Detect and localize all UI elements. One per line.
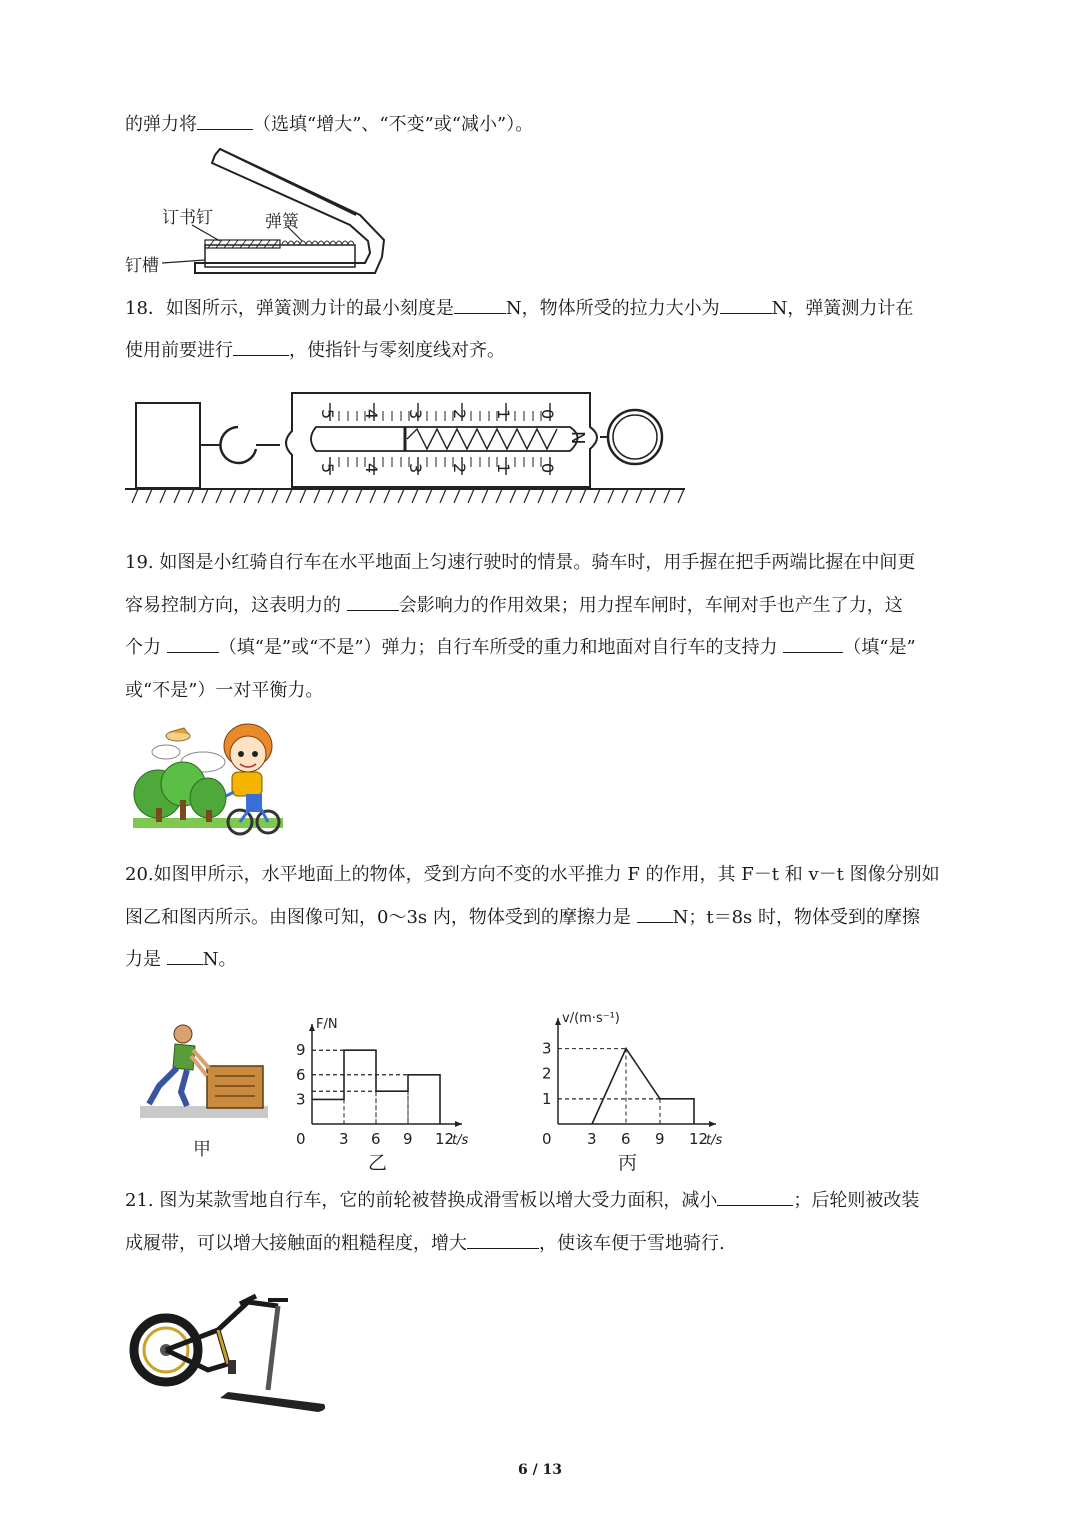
q21-text-c: 成履带，可以增大接触面的粗糙程度，增大: [125, 1233, 467, 1254]
q19-line3: [125, 636, 916, 660]
q20-answer-blank-1[interactable]: [637, 906, 673, 923]
label-staple: 订书钉: [162, 208, 213, 228]
q18-text-a: 18．如图所示，弹簧测力计的最小刻度是: [125, 298, 454, 319]
q19-answer-blank-3[interactable]: [783, 636, 843, 653]
q19-text-d: （填“是”或“不是”）弹力；自行车所受的重力和地面对自行车的支持力: [218, 637, 778, 658]
q21-line2: [125, 1232, 725, 1256]
q21-answer-blank-2[interactable]: [467, 1232, 539, 1249]
chart-yi-caption: 乙: [368, 1152, 388, 1172]
chart-bing-y-arrow: [555, 1018, 561, 1025]
chart-bing-x-tick-9: 9: [655, 1130, 665, 1148]
scale-bottom-1: 1: [494, 463, 513, 474]
stapler-figure: [120, 145, 400, 280]
q20-text-b: N；t＝8s 时，物体受到的摩擦: [672, 907, 921, 928]
q20-line1: 20.如图甲所示，水平地面上的物体，受到方向不变的水平推力 F 的作用，其 F－t 和 v－t 图像分别如: [125, 864, 940, 885]
q21-text-d: ，使该车便于雪地骑行.: [539, 1233, 725, 1254]
q20-line2: [125, 906, 920, 930]
q18-text-c: N，弹簧测力计在: [771, 298, 914, 319]
q18-text-d: 使用前要进行: [125, 340, 233, 361]
scale-bottom-5: 5: [318, 463, 337, 474]
q21-answer-blank-1[interactable]: [717, 1189, 793, 1206]
q19-answer-blank-2[interactable]: [167, 636, 219, 653]
chart-yi-y-tick-9: 9: [296, 1041, 306, 1060]
chart-bing-y-tick-2: 2: [542, 1064, 552, 1083]
q19-line4: 或“不是”）一对平衡力。: [125, 680, 324, 701]
q19-text-c: 个力: [125, 637, 161, 658]
chart-yi-x-tick-3: 3: [339, 1130, 349, 1148]
q19-text-b: 会影响力的作用效果；用力捏车闸时，车闸对手也产生了力，这: [398, 595, 903, 616]
chart-yi-y-tick-3: 3: [296, 1090, 306, 1109]
q18-line1: [125, 297, 913, 321]
q21-text-a: 21. 图为某款雪地自行车，它的前轮被替换成滑雪板以增大受力面积，减小: [125, 1190, 718, 1211]
q18-line2: [125, 339, 505, 363]
page-number: 6 / 13: [517, 1462, 563, 1478]
scale-unit: N: [567, 431, 588, 445]
snow-bike-illustration: [128, 1280, 333, 1420]
chart-bing-y-tick-3: 3: [542, 1039, 552, 1058]
q20-text-c: 力是: [125, 949, 161, 970]
scale-bottom-3: 3: [406, 463, 425, 474]
scale-top-2: 2: [450, 409, 469, 420]
q18-text-b: N，物体所受的拉力大小为: [505, 298, 720, 319]
chart-bing-x-arrow: [709, 1121, 716, 1127]
fig-jia-label: 甲: [193, 1139, 211, 1160]
scale-top-3: 3: [406, 409, 425, 420]
chart-yi-x-tick-9: 9: [403, 1130, 413, 1148]
q19-text-e: （填“是”: [843, 637, 916, 658]
q20-text-d: N。: [202, 949, 237, 970]
scale-bottom-4: 4: [362, 463, 381, 474]
block: [136, 403, 200, 488]
q18-text-e: ，使指针与零刻度线对齐。: [289, 340, 505, 361]
scale-bottom-2: 2: [450, 463, 469, 474]
chart-yi-x-tick-12: 12: [435, 1130, 455, 1148]
scale-top-5: 5: [318, 409, 337, 420]
chart-yi: [290, 1002, 490, 1172]
chart-yi-ylabel: F/N: [316, 1017, 338, 1032]
chart-bing-x-tick-0: 0: [542, 1130, 552, 1148]
scale-top-1: 1: [494, 409, 513, 420]
chart-bing: [540, 1002, 750, 1172]
chart-yi-x-arrow: [455, 1121, 462, 1127]
q18-answer-blank-3[interactable]: [233, 339, 289, 356]
chart-yi-x-tick-0: 0: [296, 1130, 306, 1148]
chart-bing-x-tick-3: 3: [587, 1130, 597, 1148]
chart-bing-caption: 丙: [618, 1152, 638, 1172]
scale-bottom-0: 0: [538, 463, 557, 474]
label-spring: 弹簧: [265, 212, 299, 232]
q21-text-b: ；后轮则被改装: [793, 1190, 920, 1211]
chart-bing-series-line: [592, 1049, 694, 1124]
q20-text-a: 图乙和图丙所示。由图像可知，0～3s 内，物体受到的摩擦力是: [125, 907, 631, 928]
chart-yi-y-tick-6: 6: [296, 1065, 306, 1084]
chart-yi-xlabel: t/s: [452, 1133, 469, 1148]
chart-bing-ylabel: v/(m·s⁻¹): [562, 1011, 620, 1026]
chart-yi-y-arrow: [309, 1024, 315, 1031]
q20-answer-blank-2[interactable]: [167, 948, 203, 965]
q20-line3: [125, 948, 236, 972]
q19-line2: [125, 594, 903, 618]
chart-yi-x-tick-6: 6: [371, 1130, 381, 1148]
q17-line1: [125, 113, 533, 137]
spring-scale-figure: [120, 385, 690, 510]
label-groove: 钉槽: [125, 256, 159, 276]
q19-text-a: 容易控制方向，这表明力的: [125, 595, 341, 616]
chart-bing-x-tick-6: 6: [621, 1130, 631, 1148]
q21-line1: [125, 1189, 919, 1213]
figure-jia: [135, 1020, 275, 1165]
chart-bing-y-tick-1: 1: [542, 1089, 552, 1108]
q17-text-a: 的弹力将: [125, 114, 197, 135]
scale-top-4: 4: [362, 409, 381, 420]
q18-answer-blank-1[interactable]: [454, 297, 506, 314]
cyclist-illustration: [128, 722, 288, 837]
q17-answer-blank[interactable]: [197, 113, 253, 130]
scale-top-0: 0: [538, 409, 557, 420]
q19-line1: 19. 如图是小红骑自行车在水平地面上匀速行驶时的情景。骑车时，用手握在把手两端比握在中间更: [125, 552, 916, 573]
q17-text-b: （选填“增大”、“不变”或“减小”）。: [253, 114, 534, 135]
q19-answer-blank-1[interactable]: [347, 594, 399, 611]
chart-bing-xlabel: t/s: [706, 1133, 723, 1148]
q18-answer-blank-2[interactable]: [720, 297, 772, 314]
chart-bing-x-tick-12: 12: [689, 1130, 709, 1148]
